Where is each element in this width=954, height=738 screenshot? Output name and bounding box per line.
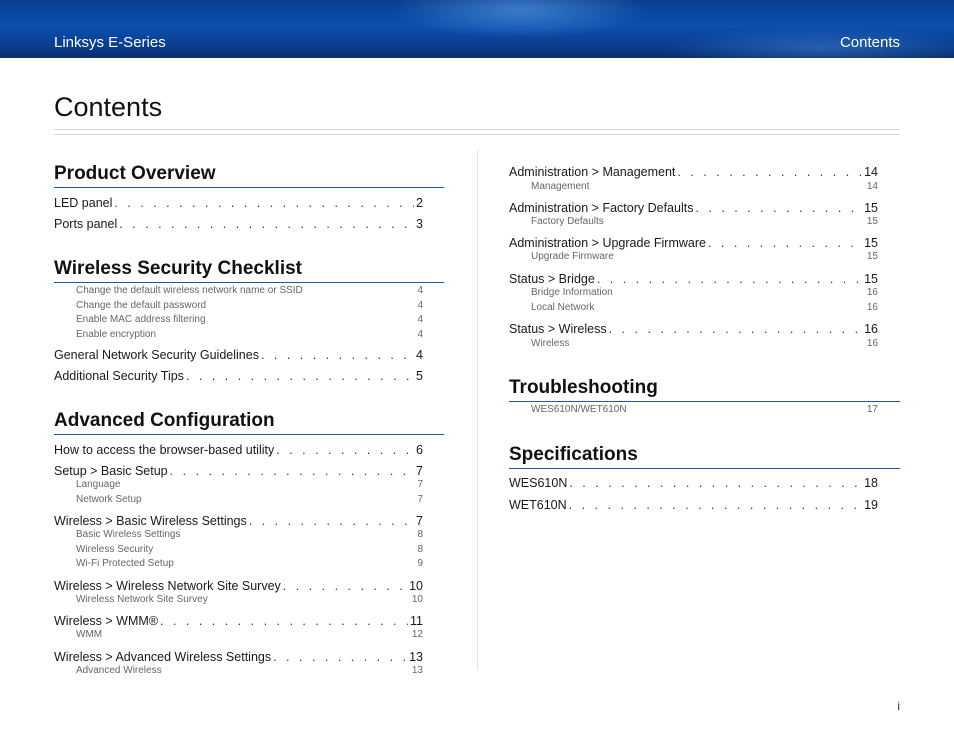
- page-title: Contents: [54, 92, 163, 122]
- toc-entry-label: Administration > Management: [509, 165, 676, 179]
- toc-subentry-page: 12: [411, 629, 423, 640]
- toc-entry[interactable]: [509, 200, 878, 216]
- toc-subentry-label: Enable MAC address filtering: [76, 314, 206, 325]
- sub-list: [509, 215, 878, 230]
- toc-subentry[interactable]: [54, 557, 423, 572]
- toc-subentry-page: 4: [417, 328, 423, 340]
- section-title: Product Overview: [54, 163, 444, 188]
- toc-entry[interactable]: [509, 235, 878, 251]
- leader-dots: [569, 497, 862, 513]
- section-specifications: [509, 444, 900, 469]
- toc-entry-label: Administration > Factory Defaults: [509, 201, 694, 215]
- leader-dots: [249, 513, 414, 529]
- toc-subentry-label: Factory Defaults: [531, 216, 604, 227]
- sub-list: [54, 628, 423, 643]
- toc-subentry-page: 17: [866, 404, 878, 415]
- toc-entry[interactable]: [509, 321, 878, 337]
- toc-entry[interactable]: [54, 613, 423, 629]
- leader-dots: [283, 578, 407, 594]
- toc-subentry-page: 8: [417, 529, 423, 540]
- toc-entry-page: 11: [410, 614, 423, 628]
- toc-entry[interactable]: [54, 216, 423, 232]
- section-product-overview: [54, 163, 444, 188]
- toc-entry-page: 14: [864, 165, 878, 179]
- toc-subentry[interactable]: [54, 543, 423, 558]
- toc-subentry[interactable]: [509, 403, 878, 418]
- toc-subentry[interactable]: [54, 664, 423, 679]
- toc-subentry[interactable]: [54, 284, 423, 299]
- toc-entry-label: Wireless > Basic Wireless Settings: [54, 514, 247, 528]
- toc-entry-label: Status > Wireless: [509, 322, 607, 336]
- leader-dots: [708, 235, 862, 251]
- section-title: Wireless Security Checklist: [54, 258, 444, 283]
- toc-subentry-label: Management: [531, 181, 590, 192]
- toc-subentry-label: Enable encryption: [76, 328, 157, 340]
- toc-entry-label: General Network Security Guidelines: [54, 348, 259, 362]
- toc-entry[interactable]: [509, 164, 878, 180]
- toc-subentry-label: Wireless Security: [76, 543, 154, 555]
- sub-list: [54, 284, 423, 342]
- leader-dots: [170, 463, 414, 479]
- toc-entry[interactable]: [509, 497, 878, 513]
- sub-list: [509, 286, 878, 315]
- section-title: Troubleshooting: [509, 377, 900, 402]
- leader-dots: [695, 200, 862, 216]
- toc-subentry-page: 4: [417, 285, 423, 296]
- toc-entry-label: LED panel: [54, 196, 113, 210]
- toc-entry-label: Wireless > WMM®: [54, 614, 158, 628]
- toc-subentry[interactable]: [54, 299, 423, 314]
- toc-subentry[interactable]: [54, 328, 423, 343]
- column-divider: [477, 150, 478, 670]
- toc-entry-page: 15: [864, 236, 878, 250]
- toc-entry-page: 18: [864, 476, 878, 490]
- toc-subentry[interactable]: [54, 478, 423, 493]
- toc-subentry-page: 15: [866, 216, 878, 227]
- toc-entry[interactable]: [509, 271, 878, 287]
- sub-list: [54, 528, 423, 572]
- leader-dots: [569, 475, 862, 491]
- toc-subentry-page: 16: [866, 287, 878, 298]
- toc-entry[interactable]: [509, 475, 878, 491]
- toc-entry-label: How to access the browser-based utility: [54, 443, 275, 457]
- title-rule: [54, 129, 900, 135]
- toc-entry-page: 7: [416, 514, 423, 528]
- toc-subentry-label: Wi-Fi Protected Setup: [76, 558, 174, 569]
- leader-dots: [677, 164, 862, 180]
- toc-subentry[interactable]: [54, 528, 423, 543]
- toc-subentry-page: 15: [866, 251, 878, 262]
- toc-subentry-label: WMM: [76, 629, 103, 640]
- page-number: i: [897, 699, 900, 713]
- toc-entry[interactable]: [54, 649, 423, 665]
- toc-subentry-page: 4: [417, 299, 423, 311]
- toc-entry-page: 5: [416, 369, 423, 383]
- toc-subentry-page: 16: [866, 338, 878, 349]
- toc-entry-page: 4: [416, 348, 423, 362]
- toc-entry-page: 3: [416, 217, 423, 231]
- toc-subentry-page: 10: [411, 594, 423, 605]
- sub-list: [509, 180, 878, 195]
- sub-list: [509, 337, 878, 352]
- toc-subentry[interactable]: [54, 493, 423, 508]
- sub-list: [509, 403, 878, 418]
- toc-entry-label: WET610N: [509, 498, 567, 512]
- toc-entry-page: 15: [864, 201, 878, 215]
- toc-entry-label: Administration > Upgrade Firmware: [509, 236, 706, 250]
- toc-subentry-page: 14: [866, 181, 878, 192]
- section-label: Contents: [839, 34, 900, 51]
- section-title: Specifications: [509, 444, 900, 469]
- toc-subentry-page: 7: [417, 493, 423, 505]
- toc-subentry-label: Local Network: [531, 301, 595, 313]
- sub-list: [54, 664, 423, 679]
- toc-entry-label: Status > Bridge: [509, 272, 595, 286]
- toc-subentry-label: Bridge Information: [531, 287, 613, 298]
- toc-entry[interactable]: [54, 463, 423, 479]
- leader-dots: [609, 321, 862, 337]
- toc-entry[interactable]: [54, 442, 423, 458]
- leader-dots: [114, 195, 414, 211]
- toc-entry-page: 19: [864, 498, 878, 512]
- toc-entry-page: 13: [409, 650, 423, 664]
- section-advanced-configuration: [54, 410, 444, 435]
- section-wireless-security: [54, 258, 444, 283]
- toc-subentry[interactable]: [54, 313, 423, 328]
- toc-entry-label: Setup > Basic Setup: [54, 464, 168, 478]
- leader-dots: [261, 347, 414, 363]
- section-troubleshooting: [509, 377, 900, 402]
- leader-dots: [160, 613, 408, 629]
- toc-subentry-label: Change the default password: [76, 299, 207, 311]
- toc-subentry[interactable]: [509, 250, 878, 265]
- leader-dots: [186, 368, 414, 384]
- toc-subentry-label: Upgrade Firmware: [531, 251, 614, 262]
- toc-entry[interactable]: [54, 195, 423, 211]
- toc-subentry-page: 4: [417, 314, 423, 325]
- toc-entry-page: 15: [864, 272, 878, 286]
- toc-subentry-label: Change the default wireless network name or SSID: [76, 285, 303, 296]
- toc-entry-page: 16: [864, 322, 878, 336]
- toc-entry-page: 6: [416, 443, 423, 457]
- toc-entry-page: 10: [409, 579, 423, 593]
- toc-subentry[interactable]: [54, 593, 423, 608]
- toc-entry-page: 2: [416, 196, 423, 210]
- toc-entry[interactable]: [54, 368, 423, 384]
- toc-subentry-label: Advanced Wireless: [76, 665, 162, 676]
- toc-entry-label: WES610N: [509, 476, 568, 490]
- toc-entry-label: Ports panel: [54, 217, 118, 231]
- section-title: Advanced Configuration: [54, 410, 444, 435]
- toc-subentry-page: 16: [866, 301, 878, 313]
- toc-entry-label: Wireless > Wireless Network Site Survey: [54, 579, 281, 593]
- toc-entry-label: Additional Security Tips: [54, 369, 184, 383]
- toc-subentry-label: Basic Wireless Settings: [76, 529, 181, 540]
- leader-dots: [273, 649, 407, 665]
- toc-subentry-label: Wireless: [531, 338, 570, 349]
- sub-list: [54, 593, 423, 608]
- toc-subentry[interactable]: [509, 286, 878, 301]
- toc-subentry[interactable]: [54, 628, 423, 643]
- toc-subentry-page: 7: [417, 479, 423, 490]
- toc-entry-page: 7: [416, 464, 423, 478]
- toc-subentry[interactable]: [509, 301, 878, 316]
- toc-entry-label: Wireless > Advanced Wireless Settings: [54, 650, 272, 664]
- toc-subentry-label: Wireless Network Site Survey: [76, 594, 208, 605]
- toc-entry[interactable]: [54, 347, 423, 363]
- brand-label: Linksys E-Series: [54, 34, 166, 51]
- toc-subentry-page: 9: [417, 558, 423, 569]
- sub-list: [509, 250, 878, 265]
- header-banner: [0, 0, 954, 58]
- toc-subentry-label: Network Setup: [76, 493, 142, 505]
- toc-subentry-page: 13: [411, 665, 423, 676]
- sub-list: [54, 478, 423, 507]
- toc-subentry-label: WES610N/WET610N: [531, 404, 627, 415]
- toc-subentry[interactable]: [509, 180, 878, 195]
- toc-subentry[interactable]: [509, 215, 878, 230]
- leader-dots: [276, 442, 414, 458]
- toc-subentry-page: 8: [417, 543, 423, 555]
- leader-dots: [119, 216, 414, 232]
- toc-subentry[interactable]: [509, 337, 878, 352]
- toc-entry[interactable]: [54, 578, 423, 594]
- toc-subentry-label: Language: [76, 479, 121, 490]
- leader-dots: [597, 271, 862, 287]
- toc-entry[interactable]: [54, 513, 423, 529]
